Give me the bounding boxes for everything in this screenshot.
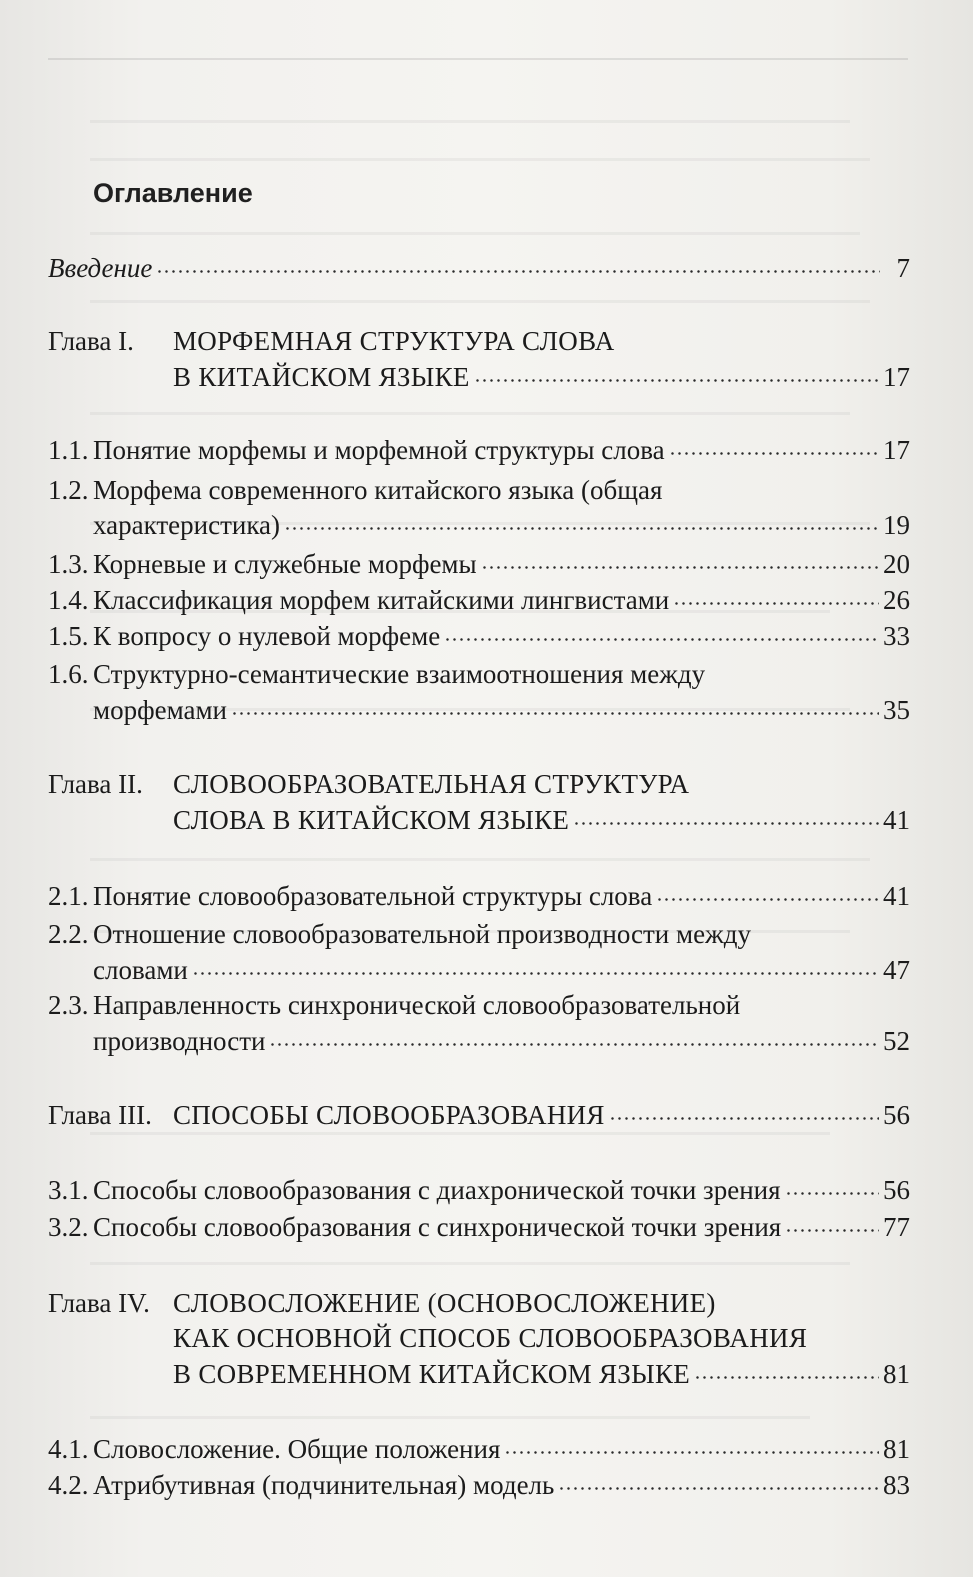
bleed-line	[90, 1262, 850, 1265]
page-number: 20	[883, 549, 910, 579]
page-number: 17	[883, 362, 910, 392]
chapter-title: СЛОВА В КИТАЙСКОМ ЯЗЫКЕ	[173, 805, 570, 835]
toc-section-2-3-line-1[interactable]	[48, 987, 910, 1023]
entry-title: Введение	[48, 253, 153, 283]
toc-section-1-2-line-2[interactable]	[48, 507, 910, 543]
section-number: 3.2.	[48, 1212, 89, 1242]
section-number: 1.2.	[48, 475, 89, 505]
toc-section-2-2-line-2[interactable]	[48, 952, 910, 988]
toc-chapter-4-line-1[interactable]	[48, 1285, 910, 1321]
section-title: характеристика)	[93, 510, 281, 540]
chapter-title: СЛОВОСЛОЖЕНИЕ (ОСНОВОСЛОЖЕНИЕ)	[173, 1288, 716, 1318]
bleed-line	[90, 158, 870, 161]
toc-chapter-4-line-3[interactable]	[48, 1356, 910, 1392]
dot-leader	[284, 505, 879, 532]
toc-section-4-2[interactable]	[48, 1467, 910, 1503]
section-number: 1.4.	[48, 585, 89, 615]
bleed-line	[90, 858, 870, 861]
page-number: 56	[883, 1100, 910, 1130]
chapter-label: Глава IV.	[48, 1288, 150, 1318]
section-number: 4.1.	[48, 1434, 89, 1464]
section-title: морфемами	[93, 695, 227, 725]
section-title: К вопросу о нулевой морфеме	[93, 621, 441, 651]
section-title: Корневые и служебные морфемы	[93, 549, 477, 579]
toc-section-1-6-line-2[interactable]	[48, 692, 910, 728]
dot-leader	[474, 357, 879, 384]
page-number: 56	[883, 1175, 910, 1205]
toc-title: Оглавление	[93, 178, 253, 208]
chapter-title: СПОСОБЫ СЛОВООБРАЗОВАНИЯ	[173, 1100, 605, 1130]
page-number: 83	[883, 1470, 910, 1500]
section-number: 1.1.	[48, 435, 89, 465]
toc-section-1-3[interactable]	[48, 546, 910, 582]
section-number: 2.3.	[48, 990, 89, 1020]
section-number: 4.2.	[48, 1470, 89, 1500]
toc-section-2-3-line-2[interactable]	[48, 1023, 910, 1059]
section-number: 2.2.	[48, 919, 89, 949]
chapter-label: Глава II.	[48, 769, 143, 799]
section-number: 1.5.	[48, 621, 89, 651]
chapter-title: КАК ОСНОВНОЙ СПОСОБ СЛОВООБРАЗОВАНИЯ	[173, 1323, 808, 1353]
section-title: Способы словообразования с синхронической точки зрения	[93, 1212, 782, 1242]
toc-section-4-1[interactable]	[48, 1431, 910, 1467]
dot-leader	[669, 430, 879, 457]
section-title: Способы словообразования с диахронической точки зрения	[93, 1175, 781, 1205]
section-title: Понятие морфемы и морфемной структуры слова	[93, 435, 665, 465]
dot-leader	[192, 950, 879, 977]
dot-leader	[504, 1429, 879, 1456]
toc-entry-introduction[interactable]	[48, 250, 910, 286]
section-title: Направленность синхронической словообразовательной	[93, 990, 741, 1020]
toc-section-3-1[interactable]	[48, 1172, 910, 1208]
section-title: Классификация морфем китайскими лингвистами	[93, 585, 670, 615]
dot-leader	[156, 248, 880, 275]
dot-leader	[785, 1207, 879, 1234]
chapter-title: СЛОВООБРАЗОВАТЕЛЬНАЯ СТРУКТУРА	[173, 769, 690, 799]
toc-section-1-6-line-1[interactable]	[48, 656, 910, 692]
bleed-line	[90, 300, 870, 303]
bleed-line	[90, 232, 860, 235]
dot-leader	[269, 1021, 879, 1048]
page-number: 77	[883, 1212, 910, 1242]
section-title: Отношение словообразовательной производности между	[93, 919, 751, 949]
chapter-title: В КИТАЙСКОМ ЯЗЫКЕ	[173, 362, 470, 392]
toc-chapter-2-line-1[interactable]	[48, 766, 910, 802]
dot-leader	[609, 1095, 879, 1122]
page-number: 41	[883, 881, 910, 911]
section-title: Атрибутивная (подчинительная) модель	[93, 1470, 555, 1500]
dot-leader	[573, 800, 879, 827]
toc-section-1-2-line-1[interactable]	[48, 472, 910, 508]
page-number: 52	[883, 1026, 910, 1056]
toc-chapter-1-line-2[interactable]	[48, 359, 910, 395]
bleed-line	[90, 412, 850, 415]
bleed-running-header	[48, 24, 908, 60]
dot-leader	[785, 1170, 879, 1197]
toc-chapter-2-line-2[interactable]	[48, 802, 910, 838]
page-number: 19	[883, 510, 910, 540]
toc-section-1-4[interactable]	[48, 582, 910, 618]
chapter-label: Глава I.	[48, 326, 134, 356]
section-title: Структурно-семантические взаимоотношения между	[93, 659, 706, 689]
section-title: Словосложение. Общие положения	[93, 1434, 501, 1464]
dot-leader	[656, 876, 879, 903]
toc-section-3-2[interactable]	[48, 1209, 910, 1245]
dot-leader	[673, 580, 879, 607]
section-title: производности	[93, 1026, 266, 1056]
toc-section-1-5[interactable]	[48, 618, 910, 654]
dot-leader	[444, 616, 879, 643]
dot-leader	[694, 1354, 879, 1381]
bleed-line	[90, 120, 850, 123]
page-number: 7	[896, 253, 910, 283]
toc-chapter-4-line-2[interactable]	[48, 1320, 910, 1356]
page-number: 35	[883, 695, 910, 725]
section-title: Понятие словообразовательной структуры слова	[93, 881, 653, 911]
bleed-line	[90, 1416, 810, 1419]
page-number: 17	[883, 435, 910, 465]
dot-leader	[231, 690, 879, 717]
section-title: словами	[93, 955, 188, 985]
section-number: 3.1.	[48, 1175, 89, 1205]
chapter-title: В СОВРЕМЕННОМ КИТАЙСКОМ ЯЗЫКЕ	[173, 1359, 691, 1389]
page-number: 26	[883, 585, 910, 615]
section-title: Морфема современного китайского языка (общая	[93, 475, 663, 505]
toc-section-1-1[interactable]	[48, 432, 910, 468]
page-number: 81	[883, 1434, 910, 1464]
toc-chapter-3[interactable]	[48, 1097, 910, 1133]
toc-section-2-2-line-1[interactable]	[48, 916, 910, 952]
section-number: 1.3.	[48, 549, 89, 579]
chapter-label: Глава III.	[48, 1100, 152, 1130]
page-number: 41	[883, 805, 910, 835]
page-number: 81	[883, 1359, 910, 1389]
chapter-title: МОРФЕМНАЯ СТРУКТУРА СЛОВА	[173, 326, 615, 356]
toc-chapter-1-line-1[interactable]	[48, 323, 910, 359]
section-number: 1.6.	[48, 659, 89, 689]
dot-leader	[481, 544, 879, 571]
page-number: 33	[883, 621, 910, 651]
dot-leader	[558, 1465, 879, 1492]
toc-section-2-1[interactable]	[48, 878, 910, 914]
page-number: 47	[883, 955, 910, 985]
section-number: 2.1.	[48, 881, 89, 911]
